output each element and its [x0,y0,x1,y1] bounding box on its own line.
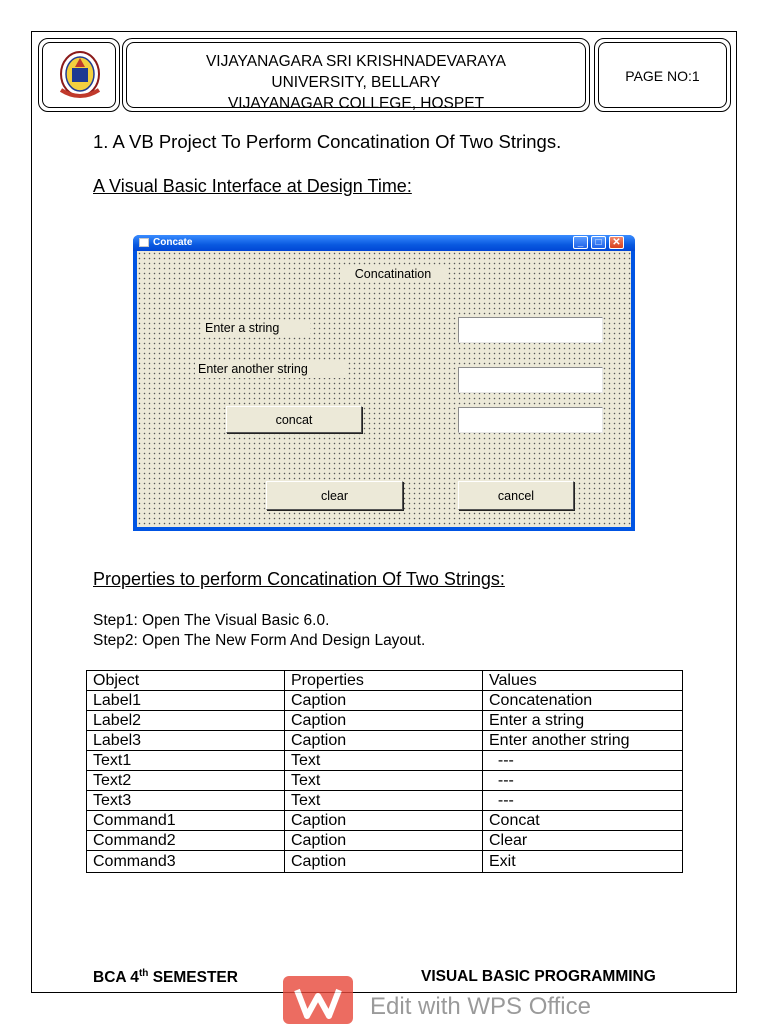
table-cell: Command3 [87,851,285,873]
vb-form-title: Concate [153,237,193,248]
table-row [87,811,683,831]
table-row [87,831,683,851]
table-cell: Text [285,791,483,811]
wps-logo-icon [283,976,353,1024]
table-cell: Text3 [87,791,285,811]
vb-form-titlebar [133,235,635,251]
table-cell: Caption [285,691,483,711]
form-icon [139,238,149,247]
table-cell: --- [483,771,683,791]
footer-subject: VISUAL BASIC PROGRAMMING [421,968,656,985]
table-row [87,851,683,873]
table-cell: Concat [483,811,683,831]
table-cell: Exit [483,851,683,873]
table-row [87,731,683,751]
label-concatination: Concatination [340,267,446,281]
table-cell: --- [483,751,683,771]
table-cell: Text [285,751,483,771]
table-cell: Command2 [87,831,285,851]
table-cell: --- [483,791,683,811]
maximize-icon[interactable]: □ [591,236,606,249]
text1-input[interactable] [458,317,603,343]
vb-form-window [133,235,635,531]
clear-button[interactable]: clear [266,481,403,510]
table-cell: Enter a string [483,711,683,731]
table-row [87,711,683,731]
table-cell: Caption [285,831,483,851]
table-cell: Caption [285,851,483,873]
table-cell: Concatenation [483,691,683,711]
step-2: Step2: Open The New Form And Design Layout. [93,632,426,649]
wps-watermark-text[interactable]: Edit with WPS Office [370,993,591,1020]
table-cell: Clear [483,831,683,851]
close-icon[interactable]: ✕ [609,236,624,249]
table-header-cell: Values [483,671,683,691]
properties-table [86,670,683,873]
step-1: Step1: Open The Visual Basic 6.0. [93,612,330,629]
table-header-cell: Object [87,671,285,691]
university-emblem-icon [57,50,103,102]
table-cell: Caption [285,811,483,831]
university-logo-box [38,38,120,112]
table-cell: Caption [285,711,483,731]
table-cell: Caption [285,731,483,751]
cancel-button[interactable]: cancel [458,481,574,510]
table-cell: Enter another string [483,731,683,751]
text3-input[interactable] [458,407,603,433]
university-title: VIJAYANAGARA SRI KRISHNADEVARAYA UNIVERSITY, BELLARY VIJAYANAGAR COLLEGE, HOSPET [205,53,507,112]
table-row [87,771,683,791]
table-cell: Command1 [87,811,285,831]
table-header-cell: Properties [285,671,483,691]
label-enter-another-string: Enter another string [195,362,348,378]
table-cell: Text1 [87,751,285,771]
text2-input[interactable] [458,367,603,393]
label-enter-string: Enter a string [202,321,310,337]
design-time-heading: A Visual Basic Interface at Design Time: [93,176,412,196]
minimize-icon[interactable]: _ [573,236,588,249]
table-cell: Label1 [87,691,285,711]
table-row [87,691,683,711]
table-cell: Label2 [87,711,285,731]
vb-form-client-area [137,251,631,527]
footer-semester: BCA 4th SEMESTER [93,968,238,987]
concat-button[interactable]: concat [226,406,362,433]
table-cell: Text [285,771,483,791]
page-number-box [594,38,731,112]
university-title-box [122,38,590,112]
properties-heading: Properties to perform Concatination Of Two Strings: [93,569,505,589]
section-heading: 1. A VB Project To Perform Concatination Of Two Strings. [93,131,562,152]
table-row [87,751,683,771]
table-cell: Text2 [87,771,285,791]
table-cell: Label3 [87,731,285,751]
table-row [87,791,683,811]
page-number: PAGE NO:1 [625,68,700,84]
table-header-row [87,671,683,691]
